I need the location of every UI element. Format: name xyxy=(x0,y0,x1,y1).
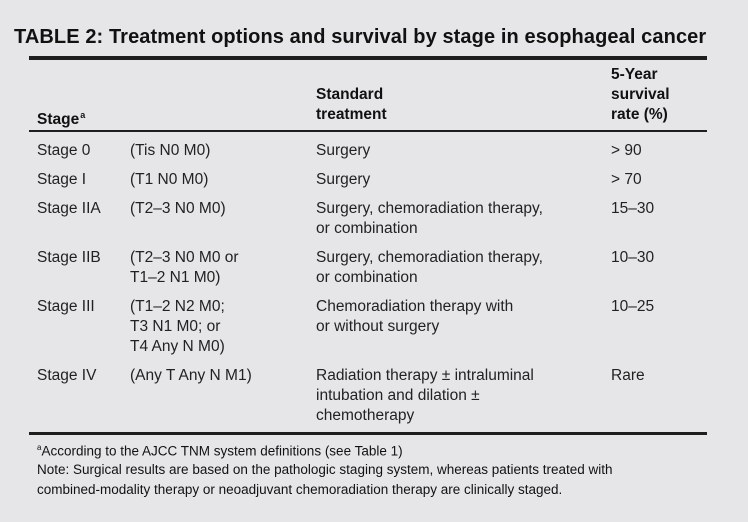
row-5-tnm xyxy=(130,366,252,386)
row-5-treatment-line: chemotherapy xyxy=(316,407,415,424)
row-0-treatment xyxy=(316,141,370,161)
row-1-treatment-line: Surgery xyxy=(316,171,371,188)
header-survival-rate xyxy=(611,65,670,125)
row-1-tnm-line: (T1 N0 M0) xyxy=(130,171,209,188)
row-3-tnm-line: (T2–3 N0 M0 or xyxy=(130,249,239,266)
row-0-tnm xyxy=(130,141,210,161)
row-5-stage: Stage IV xyxy=(37,367,97,384)
header-rate-line3: rate (%) xyxy=(611,106,668,123)
row-0-treatment-line: Surgery xyxy=(316,142,371,159)
row-1-tnm xyxy=(130,170,208,190)
row-4-tnm xyxy=(130,297,225,357)
row-0-rate: > 90 xyxy=(611,142,642,159)
footnote-note-line1: Note: Surgical results are based on the pathologic staging system, whereas patients treated with xyxy=(37,462,613,477)
footnote-a-marker: a xyxy=(37,443,42,452)
row-2-tnm xyxy=(130,199,226,219)
row-2-stage: Stage IIA xyxy=(37,200,101,217)
row-4-tnm-line: (T1–2 N2 M0; xyxy=(130,298,225,315)
header-treatment-line1: Standard xyxy=(316,86,384,103)
row-3-tnm-line: T1–2 N1 M0) xyxy=(130,269,221,286)
header-stage-footnote-marker: a xyxy=(80,110,86,120)
top-rule xyxy=(29,56,707,60)
row-5-tnm-line: (Any T Any N M1) xyxy=(130,367,252,384)
row-4-treatment xyxy=(316,297,513,337)
header-rate-line1: 5-Year xyxy=(611,66,658,83)
row-4-treatment-line: Chemoradiation therapy with xyxy=(316,298,514,315)
row-2-treatment xyxy=(316,199,543,239)
footnote-a xyxy=(37,438,403,461)
row-4-tnm-line: T4 Any N M0) xyxy=(130,338,225,355)
row-2-tnm-line: (T2–3 N0 M0) xyxy=(130,200,226,217)
header-treatment-line2: treatment xyxy=(316,106,387,123)
row-4-tnm-line: T3 N1 M0; or xyxy=(130,318,221,335)
bottom-rule xyxy=(29,432,707,435)
row-5-rate: Rare xyxy=(611,367,645,384)
row-1-treatment xyxy=(316,170,370,190)
row-4-treatment-line: or without surgery xyxy=(316,318,440,335)
table-title: TABLE 2: Treatment options and survival by stage in esophageal cancer xyxy=(14,26,707,48)
footnote-note-line2: combined-modality therapy or neoadjuvant chemoradiation therapy are clinically staged. xyxy=(37,482,563,497)
header-stage-label: Stage xyxy=(37,111,80,129)
row-3-treatment-line: Surgery, chemoradiation therapy, xyxy=(316,249,543,266)
row-3-stage: Stage IIB xyxy=(37,249,101,266)
row-3-treatment xyxy=(316,248,543,288)
row-0-tnm-line: (Tis N0 M0) xyxy=(130,142,211,159)
row-5-treatment-line: intubation and dilation ± xyxy=(316,387,480,404)
row-4-rate: 10–25 xyxy=(611,298,655,315)
footnote-a-text: According to the AJCC TNM system definitions (see Table 1) xyxy=(41,443,403,459)
header-treatment xyxy=(316,85,387,125)
row-2-treatment-line: or combination xyxy=(316,220,418,237)
row-2-rate: 15–30 xyxy=(611,200,655,217)
row-3-tnm xyxy=(130,248,239,288)
header-stage xyxy=(37,105,85,130)
row-0-stage: Stage 0 xyxy=(37,142,91,159)
row-4-stage: Stage III xyxy=(37,298,95,315)
header-rate-line2: survival xyxy=(611,86,670,103)
row-5-treatment-line: Radiation therapy ± intraluminal xyxy=(316,367,534,384)
row-5-treatment xyxy=(316,366,534,426)
row-1-stage: Stage I xyxy=(37,171,87,188)
row-2-treatment-line: Surgery, chemoradiation therapy, xyxy=(316,200,543,217)
row-3-treatment-line: or combination xyxy=(316,269,418,286)
row-3-rate: 10–30 xyxy=(611,249,655,266)
header-rule xyxy=(29,130,707,132)
row-1-rate: > 70 xyxy=(611,171,642,188)
